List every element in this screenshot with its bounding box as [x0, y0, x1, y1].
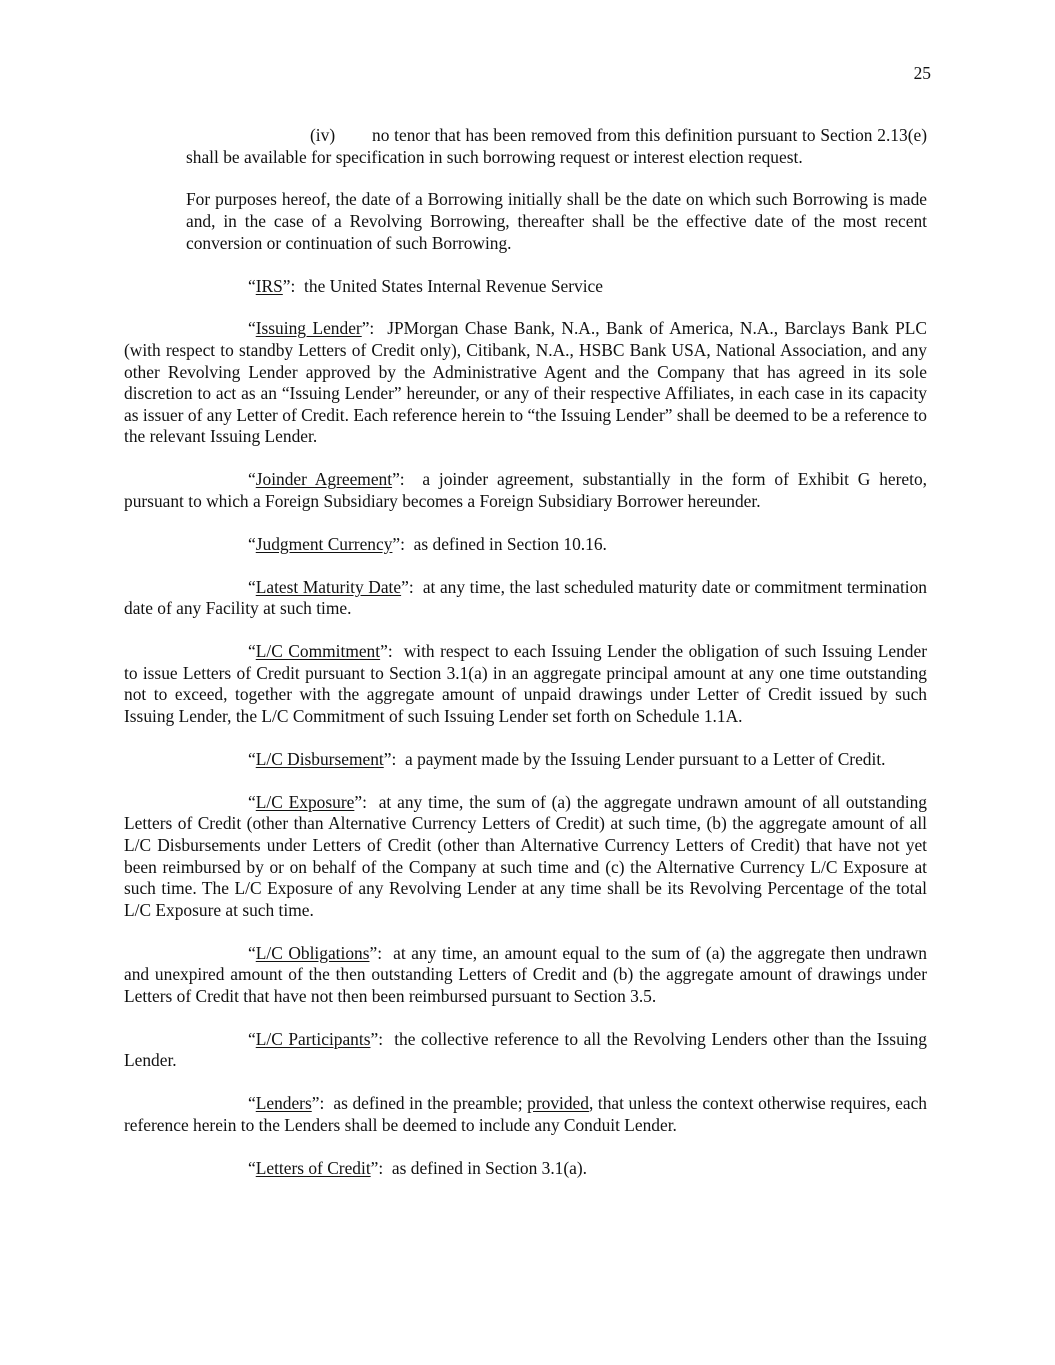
definition-text: with respect to each Issuing Lender the obligation of such Issuing Lender to issue Letters of Credit pursuant to Section 3.1(a) in an aggregate principal amount at any one time outstanding not to exceed, together with the aggregate amount of unpaid drawings under Letter of Credit issued by such Issuing Lender, the L/C Commitment of such Issuing Lender set forth on Schedule 1.1A.	[124, 641, 928, 726]
definition-text: the collective reference to all the Revolving Lenders other than the Issuing Lender.	[124, 1028, 927, 1071]
definition-text: a payment made by the Issuing Lender pursuant to a Letter of Credit.	[405, 748, 886, 769]
definition-lc-exposure: “L/C Exposure”: at any time, the sum of (a) the aggregate undrawn amount of all outstanding Letters of Credit (other than Alternative Currency Letters of Credit) at such time, (b) the aggregate amount of all L/C Disbursements under Letters of Credit (other than Alternative Currency Letters of Credit) that have not yet been reimbursed by or on behalf of the Company at such time and (c) the Alternative Currency L/C Exposure at such time. The L/C Exposure of any Revolving Lender at any time shall be its Revolving Percentage of the total L/C Exposure at such time.	[124, 791, 927, 920]
definition-text: at any time, the last scheduled maturity date or commitment termination date of any Facility at such time.	[124, 576, 928, 619]
definition-issuing-lender: “Issuing Lender”: JPMorgan Chase Bank, N.A., Bank of America, N.A., Barclays Bank PLC (with respect to standby Letters of Credit only), Citibank, N.A., HSBC Bank USA, National Association, and any other Revolving Lender approved by the Administrative Agent and the Company that has agreed in its sole discretion to act as an “Issuing Lender” hereunder, or any of their respective Affiliates, in each case in its capacity as issuer of any Letter of Credit. Each reference herein to “the Issuing Lender” shall be deemed to be a reference to the relevant Issuing Lender.	[124, 318, 927, 447]
definition-text: a joinder agreement, substantially in the form of Exhibit G hereto, pursuant to which a Foreign Subsidiary becomes a Foreign Subsidiary Borrower hereunder.	[124, 469, 927, 511]
definition-irs: “IRS”: the United States Internal Revenue Service	[248, 275, 603, 296]
definition-joinder-agreement: “Joinder Agreement”: a joinder agreement, substantially in the form of Exhibit G hereto, pursuant to which a Foreign Subsidiary becomes a Foreign Subsidiary Borrower hereunder.	[124, 469, 927, 511]
page-content	[124, 125, 927, 1201]
defined-term: Issuing Lender	[255, 318, 362, 339]
clause-iv-text: no tenor that has been removed from this definition pursuant to Section 2.13(e) shall be available for specification in such borrowing request or interest election request.	[186, 125, 927, 167]
definition-text: JPMorgan Chase Bank, N.A., Bank of America, N.A., Barclays Bank PLC (with respect to standby Letters of Credit only), Citibank, N.A., HSBC Bank USA, National Association, and any other Revolving Lender approved by the Administrative Agent and the Company that has agreed in its sole discretion to act as an “Issuing Lender” hereunder, or any of their respective Affiliates, in each case in its capacity as issuer of any Letter of Credit. Each reference herein to “the Issuing Lender” shall be deemed to be a reference to the relevant Issuing Lender.	[124, 318, 927, 447]
page-number: 25	[913, 63, 931, 83]
defined-term: Latest Maturity Date	[255, 576, 402, 597]
definition-text: as defined in Section 3.1(a).	[391, 1157, 588, 1178]
borrowing-date-paragraph: For purposes hereof, the date of a Borrowing initially shall be the date on which such Borrowing is made and, in the case of a Revolving Borrowing, thereafter shall be the effective date of the most recent conversion or continuation of such Borrowing.	[186, 189, 927, 253]
definition-text: at any time, an amount equal to the sum of (a) the aggregate then undrawn and unexpired amount of the then outstanding Letters of Credit and (b) the aggregate amount of drawings under Letters of Credit that have not then been reimbursed pursuant to Section 3.5.	[124, 942, 927, 1006]
definition-text-after: , that unless the context otherwise requires, each reference herein to the Lenders shall be deemed to include any Conduit Lender.	[124, 1093, 928, 1135]
defined-term: L/C Commitment	[255, 641, 381, 662]
defined-term: L/C Obligations	[255, 942, 370, 963]
defined-term: Lenders	[255, 1093, 312, 1114]
defined-term: Joinder Agreement	[255, 469, 393, 490]
definition-lc-commitment: “L/C Commitment”: with respect to each Issuing Lender the obligation of such Issuing Lender to issue Letters of Credit pursuant to Section 3.1(a) in an aggregate principal amount at any one time outstanding not to exceed, together with the aggregate amount of unpaid drawings under Letter of Credit issued by such Issuing Lender, the L/C Commitment of such Issuing Lender set forth on Schedule 1.1A.	[124, 641, 928, 726]
definition-latest-maturity-date: “Latest Maturity Date”: at any time, the last scheduled maturity date or commitment termination date of any Facility at such time.	[124, 576, 928, 619]
defined-term: L/C Participants	[255, 1028, 371, 1049]
definition-lc-participants: “L/C Participants”: the collective reference to all the Revolving Lenders other than the Issuing Lender.	[124, 1028, 927, 1071]
definition-text: at any time, the sum of (a) the aggregate undrawn amount of all outstanding Letters of Credit (other than Alternative Currency Letters of Credit) at such time, (b) the aggregate amount of all L/C Disbursements under Letters of Credit (other than Alternative Currency Letters of Credit) that have not yet been reimbursed by or on behalf of the Company at such time and (c) the Alternative Currency L/C Exposure at such time. The L/C Exposure of any Revolving Lender at any time shall be its Revolving Percentage of the total L/C Exposure at such time.	[124, 791, 927, 920]
defined-term: L/C Disbursement	[255, 748, 384, 769]
definition-text: as defined in Section 10.16.	[413, 533, 607, 554]
clause-iv-label: (iv)	[310, 125, 336, 145]
defined-term: Judgment Currency	[255, 533, 393, 554]
proviso-term: provided	[527, 1093, 589, 1114]
definition-lenders: “Lenders”: as defined in the preamble; provided, that unless the context otherwise requires, each reference herein to the Lenders shall be deemed to include any Conduit Lender.	[124, 1093, 928, 1135]
definition-lc-disbursement: “L/C Disbursement”: a payment made by the Issuing Lender pursuant to a Letter of Credit.	[248, 748, 886, 769]
definition-text-before: as defined in the preamble;	[333, 1093, 528, 1114]
defined-term: L/C Exposure	[255, 791, 355, 812]
defined-term: Letters of Credit	[255, 1157, 371, 1178]
definition-judgment-currency: “Judgment Currency”: as defined in Section 10.16.	[248, 533, 607, 554]
clause-iv	[186, 125, 927, 168]
definition-lc-obligations: “L/C Obligations”: at any time, an amount equal to the sum of (a) the aggregate then undrawn and unexpired amount of the then outstanding Letters of Credit and (b) the aggregate amount of drawings under Letters of Credit that have not then been reimbursed pursuant to Section 3.5.	[124, 942, 927, 1006]
definition-text: the United States Internal Revenue Service	[304, 275, 603, 296]
defined-term: IRS	[255, 275, 283, 296]
definition-letters-of-credit: “Letters of Credit”: as defined in Section 3.1(a).	[248, 1157, 588, 1178]
